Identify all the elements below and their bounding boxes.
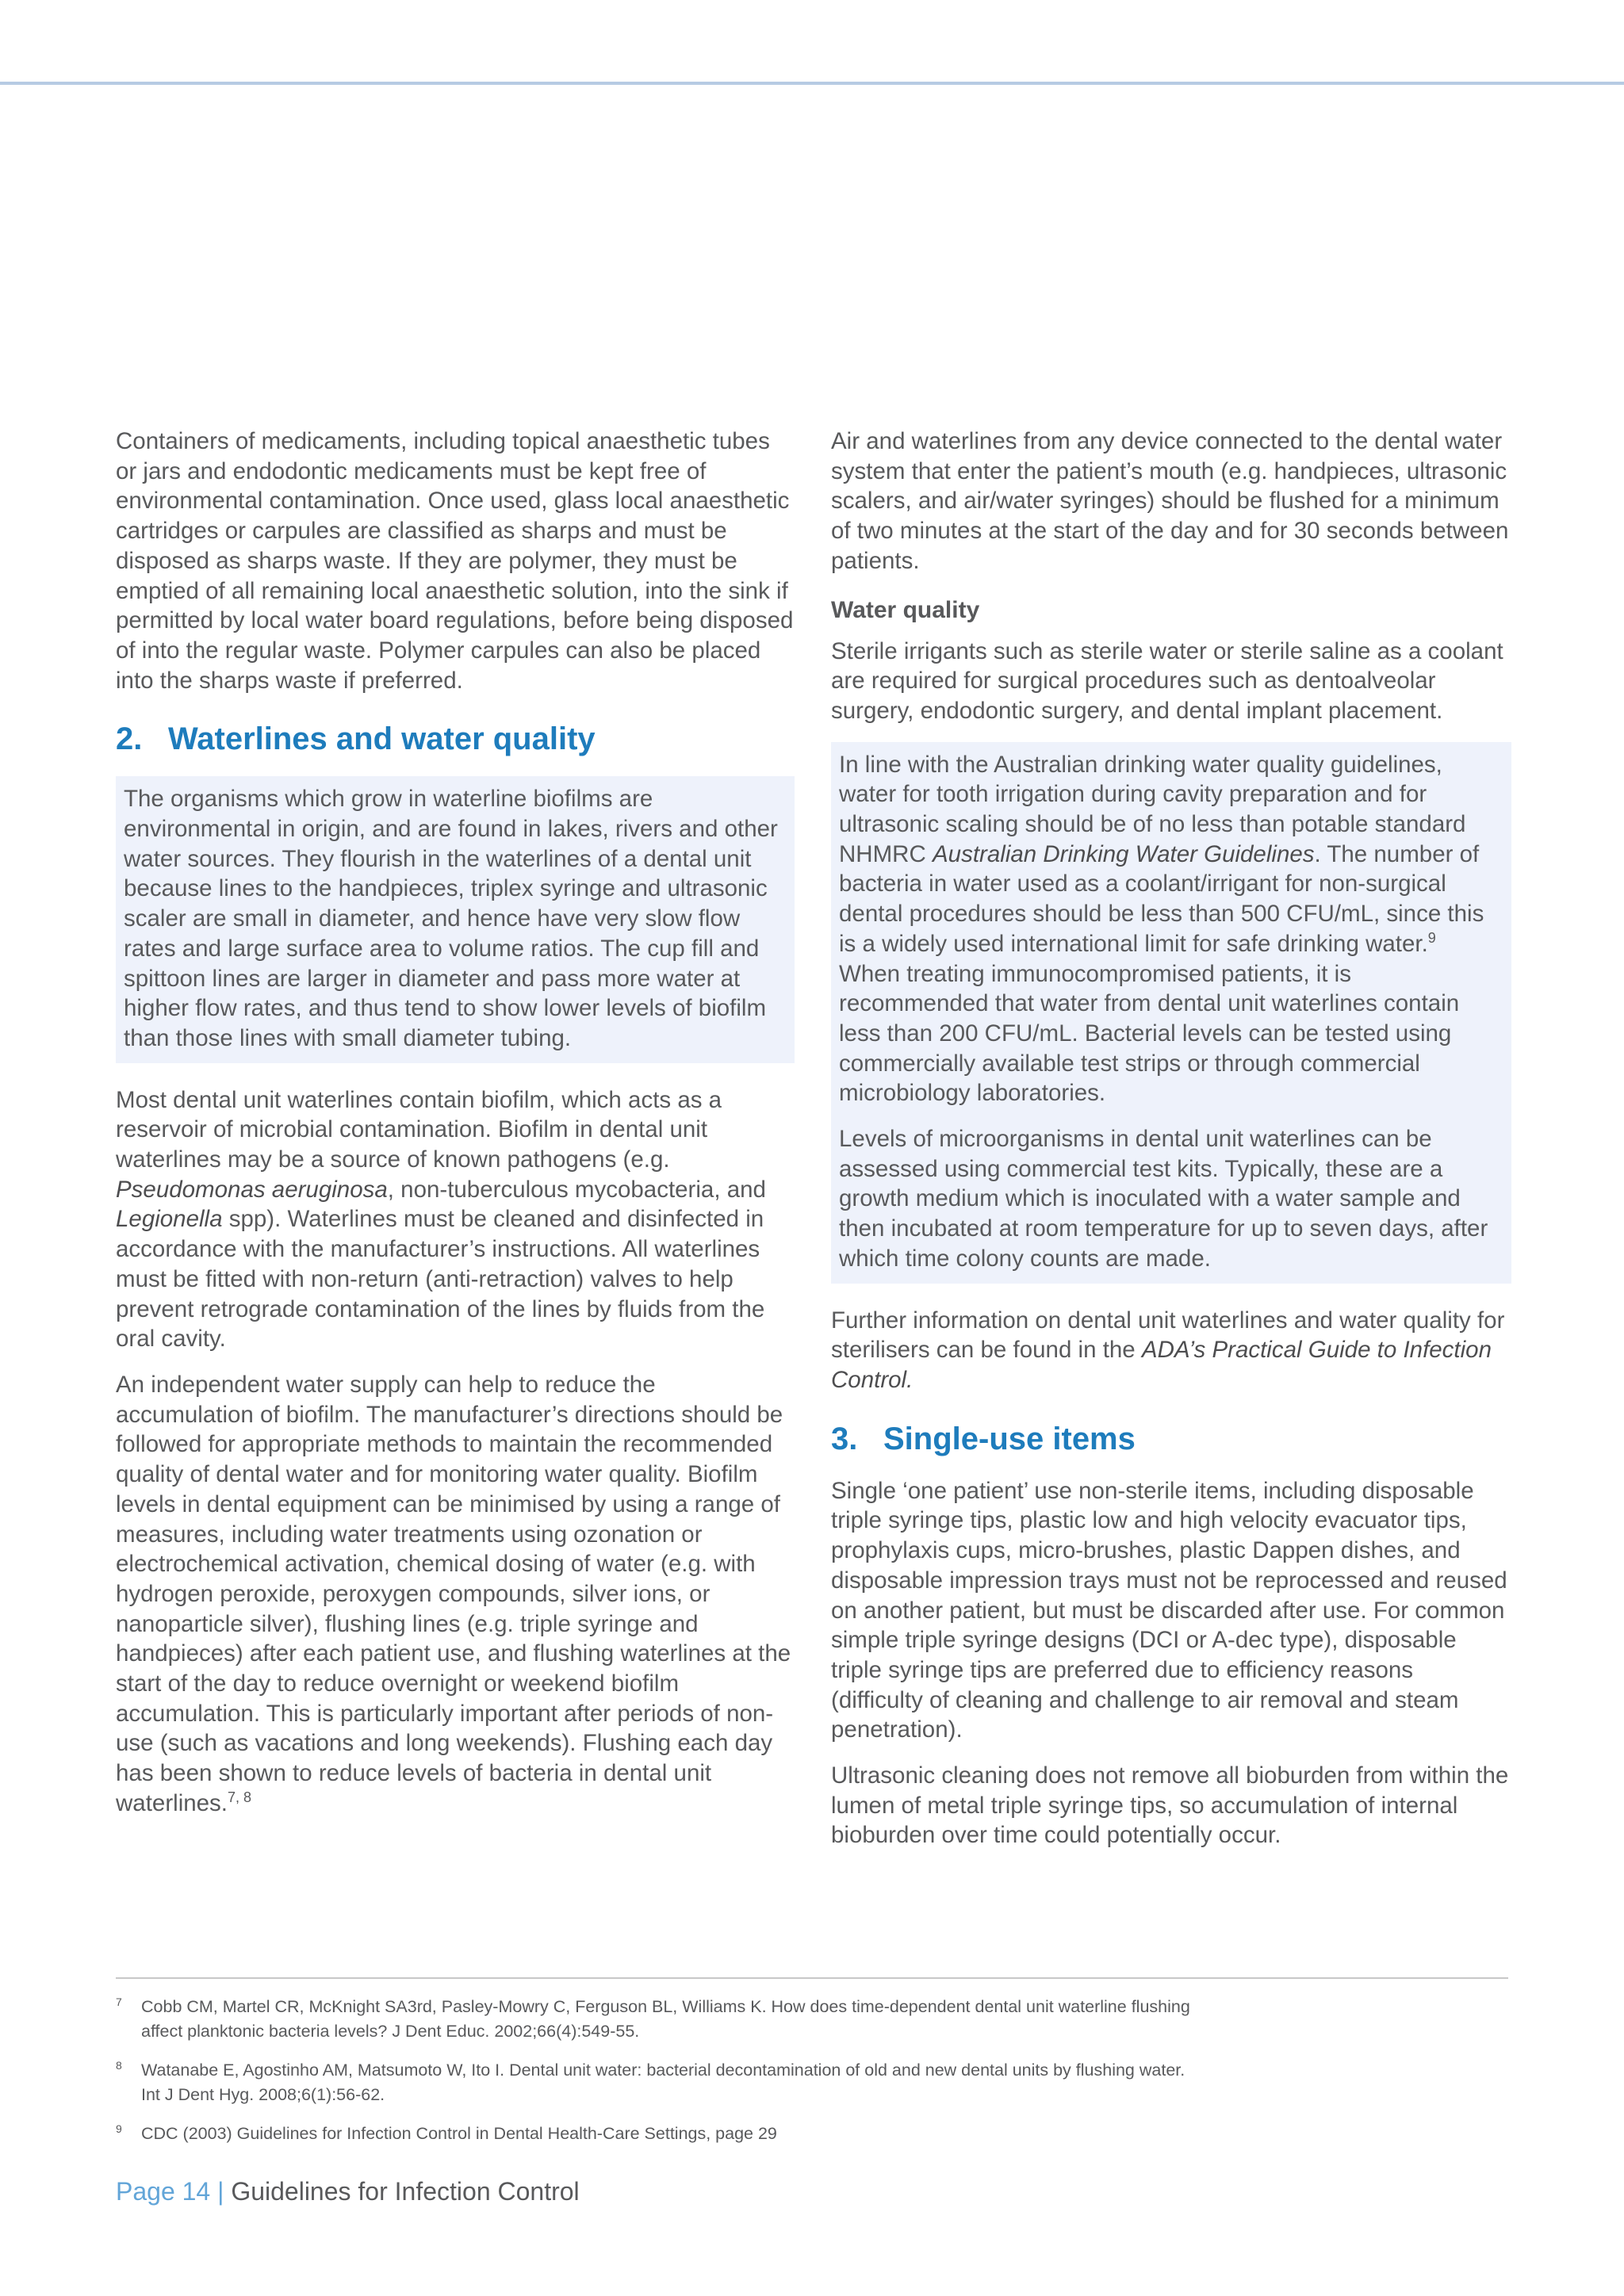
footnote-line: Int J Dent Hyg. 2008;6(1):56-62. [141, 2085, 385, 2104]
section-heading-waterlines [116, 719, 795, 759]
callout-biofilm-origin [116, 776, 795, 1062]
section-title: Single-use items [883, 1421, 1136, 1456]
paragraph-further-information: Further information on dental unit waterlines and water quality for sterilisers can be found in the ADA’s Practical Guide to Infection Control. [831, 1307, 1505, 1393]
callout-water-guidelines [831, 742, 1511, 1284]
footnote-line: Cobb CM, Martel CR, McKnight SA3rd, Pasley-Mowry C, Ferguson BL, Williams K. How does time-dependent dental unit waterline flushing [141, 1997, 1190, 2016]
callout-text: The organisms which grow in waterline biofilms are environmental in origin, and are found in lakes, rivers and other water sources. They flourish in the waterlines of a dental unit because lines to the handpieces, triplex syringe and ultrasonic scaler are small in diameter, and hence have very slow flow rates and large surface area to volume ratios. The cup fill and spittoon lines are larger in diameter and pass more water at higher flow rates, and thus tend to show lower levels of biofilm than those lines with small diameter tubing. [124, 786, 778, 1051]
footer-separator: | [217, 2177, 224, 2206]
section-heading-single-use [831, 1419, 1510, 1459]
pathogen-name: Pseudomonas aeruginosa [116, 1176, 388, 1203]
guideline-title: Australian Drinking Water Guidelines [933, 840, 1315, 867]
top-divider [0, 82, 1624, 85]
footnote-number: 9 [116, 2122, 122, 2135]
paragraph-single-use-items: Single ‘one patient’ use non-sterile items, including disposable triple syringe tips, plastic low and high velocity evacuator tips, prophylaxis cups, micro-brushes, plastic Dappen dishes, and disposable impression trays must not be reprocessed and reused on another patient, but must be discarded after use. For common simple triple syringe designs (DCI or A-dec type), disposable triple syringe tips are preferred due to efficiency reasons (difficulty of cleaning and challenge to air removal and steam penetration). [831, 1477, 1507, 1743]
footnote-9 [116, 2122, 1508, 2146]
paragraph-medicament-containers: Containers of medicaments, including topical anaesthetic tubes or jars and endodontic medicaments must be kept free of environmental contamination. Once used, glass local anaesthetic cartridges or carpules are classified as sharps and must be disposed as sharps waste. If they are polymer, they must be emptied of all remaining local anaesthetic solution, into the sink if permitted by local water board regulations, before being disposed of into the regular waste. Polymer carpules can also be placed into the sharps waste if preferred. [116, 428, 794, 694]
footnote-number: 8 [116, 2059, 122, 2072]
callout-text: In line with the Australian drinking water quality guidelines, water for tooth irrigation during cavity preparation and for ultrasonic scaling should be of no less than potable standard NHMRC Australian Drinking Water Guidelines. The number of bacteria in water used as a coolant/irrigant for non-surgical dental procedures should be less than 500 CFU/mL, since this is a widely used international limit for safe drinking water.$^9$ When treating immunocompromised patients, it is recommended that water from dental unit waterlines contain less than 200 CFU/mL. Bacterial levels can be tested using commercially available test strips or through commercial microbiology laboratories. [839, 751, 1484, 1107]
page-footer [116, 2175, 580, 2207]
guide-title: ADA’s Practical Guide to Infection Control. [831, 1337, 1492, 1393]
paragraph-sterile-irrigants: Sterile irrigants such as sterile water or sterile saline as a coolant are required for surgical procedures such as dentoalveolar surgery, endodontic surgery, and dental implant placement. [831, 637, 1503, 724]
left-column [116, 427, 795, 1835]
page-number: Page 14 [116, 2177, 211, 2206]
right-column [831, 427, 1510, 1866]
paragraph-independent-water-supply: An independent water supply can help to reduce the accumulation of biofilm. The manufacturer’s directions should be followed for appropriate methods to maintain the recommended quality of dental water and for monitoring water quality. Biofilm levels in dental equipment can be minimised by using a range of measures, including water treatments using ozonation or electrochemical activation, chemical dosing of water (e.g. with hydrogen peroxide, peroxygen compounds, silver ions, or nanoparticle silver), flushing lines (e.g. triple syringe and handpieces) after each patient use, and flushing waterlines at the start of the day to reduce overnight or weekend biofilm accumulation. This is particularly important after periods of non-use (such as vacations and long weekends). Flushing each day has been shown to reduce levels of bacteria in dental unit waterlines.$^{7, 8}$ [116, 1371, 791, 1816]
document-title: Guidelines for Infection Control [231, 2177, 580, 2206]
section-number: 2. [116, 721, 143, 757]
footnote-line: Watanabe E, Agostinho AM, Matsumoto W, Ito I. Dental unit water: bacterial decontamination of old and new dental units by flushing water. [141, 2061, 1185, 2080]
callout-text: Levels of microorganisms in dental unit waterlines can be assessed using commercial test kits. Typically, these are a growth medium which is inoculated with a water sample and then incubated at room temperature for up to seven days, after which time colony counts are made. [839, 1126, 1488, 1272]
section-title: Waterlines and water quality [168, 721, 596, 757]
subheading-water-quality: Water quality [831, 596, 980, 623]
footnote-line: CDC (2003) Guidelines for Infection Control in Dental Health-Care Settings, page 29 [141, 2124, 777, 2143]
pathogen-name: Legionella [116, 1206, 223, 1233]
footnote-number: 7 [116, 1996, 122, 2008]
footnote-7 [116, 1995, 1508, 2044]
footnote-ref: 9 [1427, 930, 1436, 947]
paragraph-ultrasonic-cleaning: Ultrasonic cleaning does not remove all bioburden from within the lumen of metal triple syringe tips, so accumulation of internal bioburden over time could potentially occur. [831, 1762, 1509, 1849]
paragraph-waterline-biofilm: Most dental unit waterlines contain biofilm, which acts as a reservoir of microbial contamination. Biofilm in dental unit waterlines may be a source of known pathogens (e.g. Pseudomonas aeruginosa, non-tuberculous mycobacteria, and Legionella spp). Waterlines must be cleaned and disinfected in accordance with the manufacturer’s instructions. All waterlines must be fitted with non-return (anti-retraction) valves to help prevent retrograde contamination of the lines by fluids from the oral cavity. [116, 1086, 766, 1353]
footnote-ref: 7, 8 [228, 1789, 252, 1805]
paragraph-flushing: Air and waterlines from any device connected to the dental water system that enter the patient’s mouth (e.g. handpieces, ultrasonic scalers, and air/water syringes) should be flushed for a minimum of two minutes at the start of the day and for 30 seconds between patients. [831, 428, 1509, 574]
footnotes [116, 1995, 1508, 2160]
footnote-divider [116, 1977, 1508, 1979]
section-number: 3. [831, 1421, 858, 1456]
footnote-8 [116, 2058, 1508, 2107]
footnote-line: affect planktonic bacteria levels? J Dent Educ. 2002;66(4):549-55. [141, 2022, 640, 2041]
